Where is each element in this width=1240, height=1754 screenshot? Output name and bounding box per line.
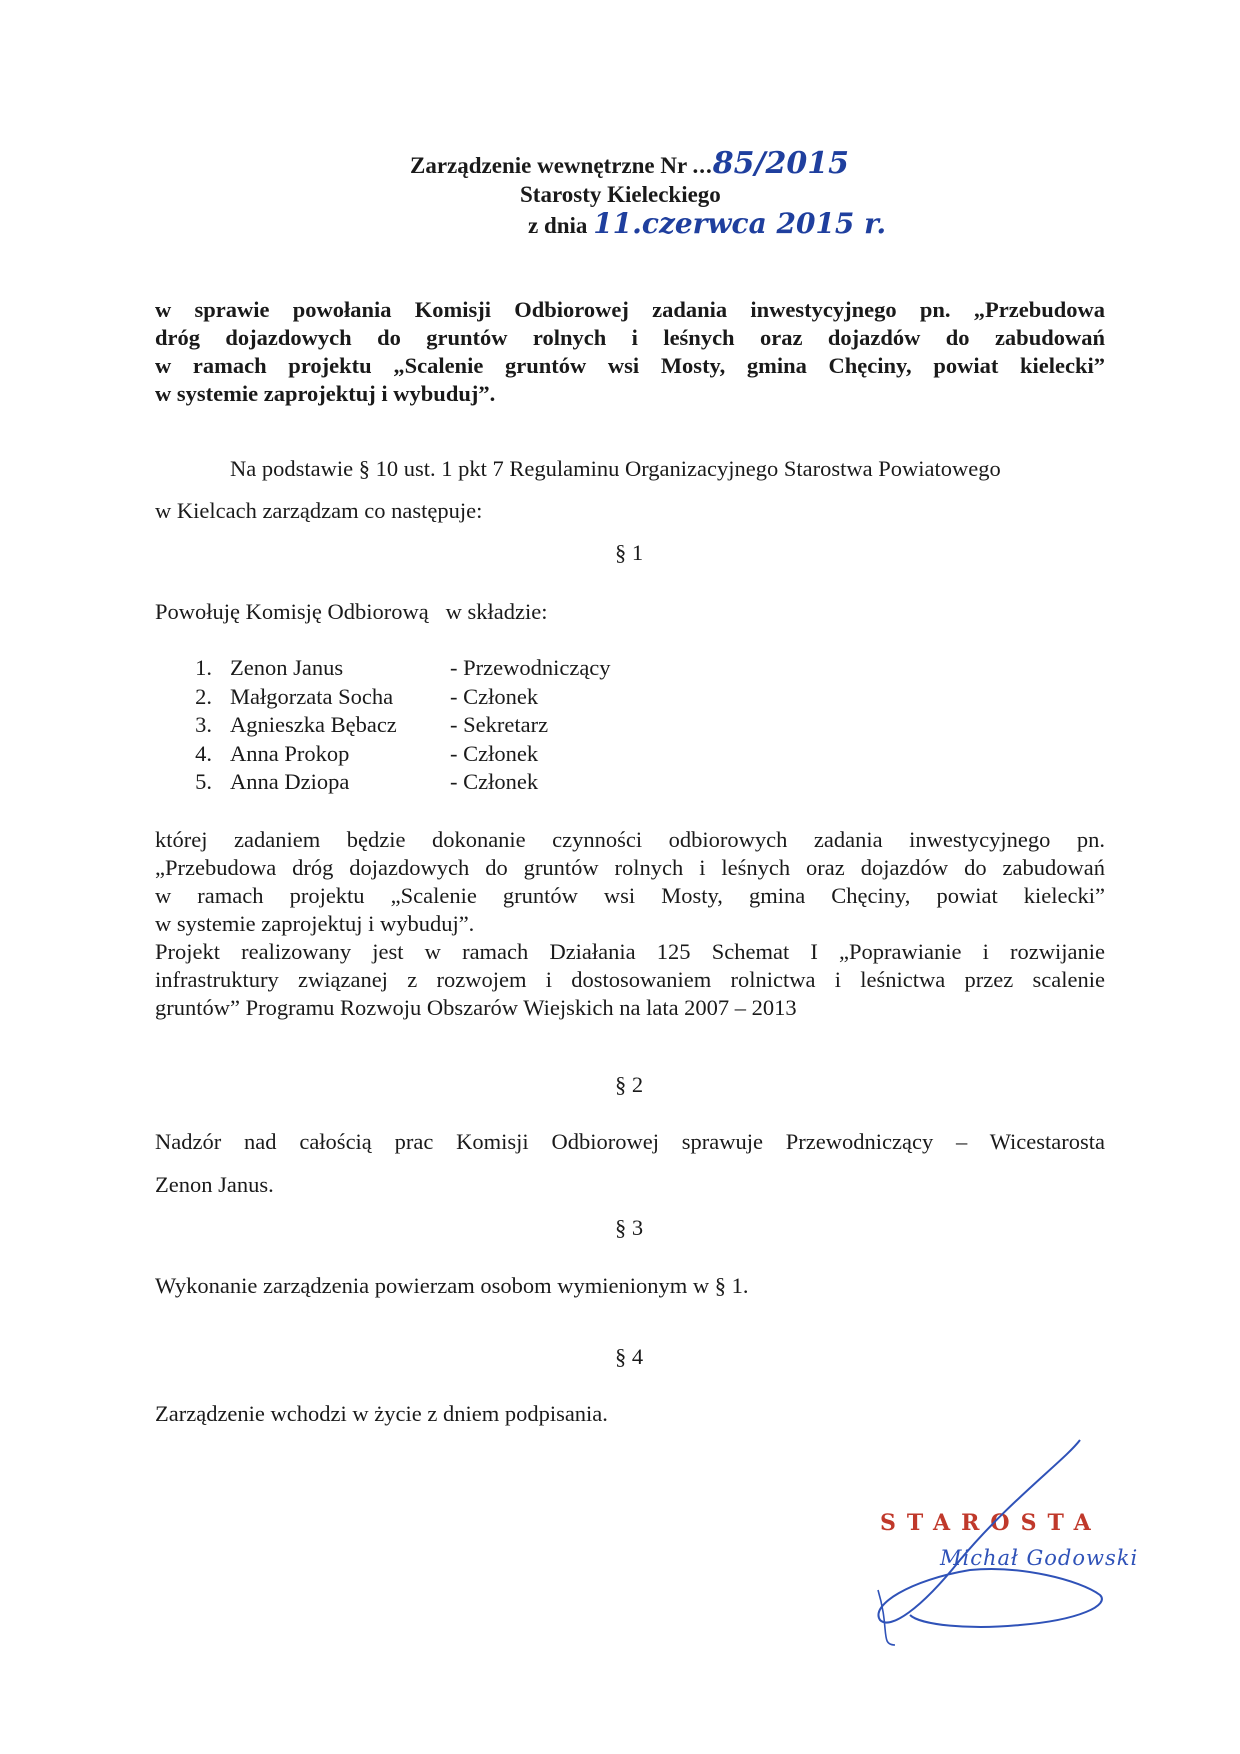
member-role: - Członek [450, 683, 539, 709]
member-role: - Członek [450, 740, 539, 766]
subject-line: w sprawie powołania Komisji Odbiorowej zadania inwestycyjnego pn. „Przebudowa [155, 297, 1105, 322]
number-dots: ... [692, 153, 713, 178]
member-role: - Przewodniczący [450, 655, 611, 680]
section-2-line: Nadzór nad całością prac Komisji Odbiorowej sprawuje Przewodniczący – Wicestarosta [155, 1129, 1105, 1154]
section-4-heading: § 4 [615, 1344, 644, 1369]
member-number: 3. [195, 712, 212, 737]
member-name: Anna Dziopa [230, 769, 350, 794]
document-subject [155, 296, 1105, 408]
section-1-heading: § 1 [615, 540, 644, 565]
task-line: w ramach projektu „Scalenie gruntów wsi Mosty, gmina Chęciny, powiat kielecki” [155, 883, 1105, 908]
task-line: której zadaniem będzie dokonanie czynności odbiorowych zadania inwestycyjnego pn. [155, 827, 1105, 852]
member-name: Anna Prokop [230, 740, 350, 766]
member-number: 1. [195, 655, 212, 680]
section-4-text: Zarządzenie wchodzi w życie z dniem podpisania. [155, 1401, 608, 1426]
handwritten-number: 85/2015 [712, 146, 849, 181]
task-line: w systemie zaprojektuj i wybuduj”. [155, 911, 475, 936]
legal-basis-line2: w Kielcach zarządzam co następuje: [155, 498, 483, 523]
member-name: Zenon Janus [230, 655, 344, 680]
member-name: Agnieszka Bębacz [230, 712, 397, 737]
member-role: - Członek [450, 769, 539, 794]
document-header [410, 146, 849, 181]
section-3-text: Wykonanie zarządzenia powierzam osobom wymienionym w § 1. [155, 1273, 749, 1298]
member-number: 5. [195, 769, 212, 794]
stamp-title: STAROSTA [880, 1510, 1102, 1536]
subject-line: w ramach projektu „Scalenie gruntów wsi Mosty, gmina Chęciny, powiat kielecki” [155, 353, 1105, 378]
member-name: Małgorzata Socha [230, 683, 394, 709]
section-3-heading: § 3 [615, 1215, 644, 1240]
member-number: 2. [195, 683, 212, 709]
header-authority: Starosty Kieleckiego [520, 182, 721, 207]
subject-line: w systemie zaprojektuj i wybuduj”. [155, 381, 496, 406]
section-1-intro: Powołuję Komisję Odbiorową w składzie: [155, 599, 548, 624]
date-label: z dnia [528, 213, 594, 238]
section-2-paragraph [155, 1128, 1105, 1156]
legal-basis-line1: Na podstawie § 10 ust. 1 pkt 7 Regulaminu Organizacyjnego Starostwa Powiatowego [230, 456, 1001, 481]
header-title: Zarządzenie wewnętrzne Nr [410, 153, 693, 178]
subject-line: dróg dojazdowych do gruntów rolnych i leśnych oraz dojazdów do zabudowań [155, 325, 1105, 350]
project-line: infrastruktury związanej z rozwojem i dostosowaniem rolnictwa i leśnictwa przez scalenie [155, 967, 1105, 992]
handwritten-date: 11.czerwca 2015 r. [593, 207, 887, 240]
member-role: - Sekretarz [450, 712, 549, 737]
task-line: „Przebudowa dróg dojazdowych do gruntów rolnych i leśnych oraz dojazdów do zabudowań [155, 855, 1105, 880]
section-2-line: Zenon Janus. [155, 1172, 274, 1197]
header-date-line [528, 207, 887, 240]
section-2-heading: § 2 [615, 1072, 644, 1097]
handwritten-signature [850, 1430, 1120, 1650]
stamp-name: Michał Godowski [940, 1546, 1139, 1570]
project-line: gruntów” Programu Rozwoju Obszarów Wiejskich na lata 2007 – 2013 [155, 995, 797, 1020]
member-number: 4. [195, 740, 212, 766]
project-line: Projekt realizowany jest w ramach Działania 125 Schemat I „Poprawianie i rozwijanie [155, 939, 1105, 964]
commission-task-paragraph [155, 826, 1105, 1022]
